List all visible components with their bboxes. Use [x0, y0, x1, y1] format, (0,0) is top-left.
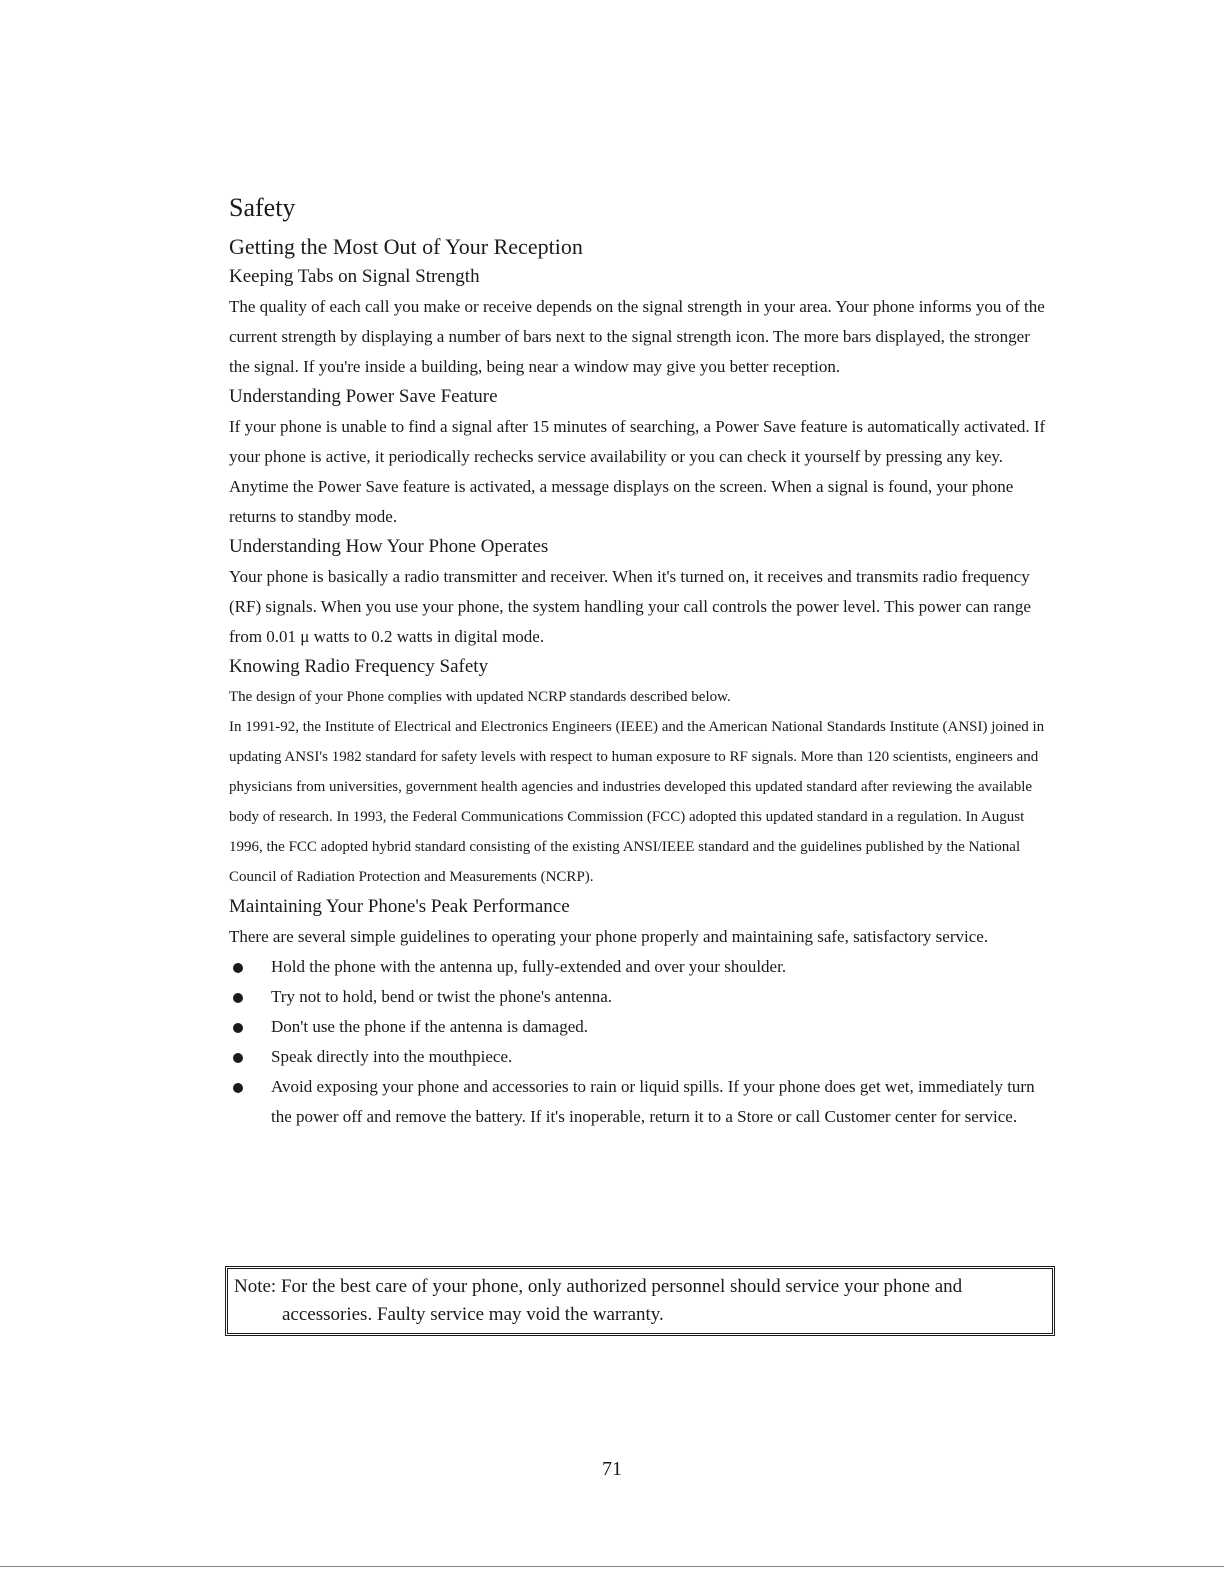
paragraph-performance: There are several simple guidelines to operating your phone properly and maintaining safe, satisfactory service.: [229, 927, 989, 946]
note-line-1: For the best care of your phone, only authorized personnel should service your phone and: [280, 1276, 963, 1297]
page-title: Safety: [229, 193, 296, 222]
paragraph-rf-history: In 1991-92, the Institute of Electrical and Electronics Engineers (IEEE) and the American National Standards Institute (ANSI) joined in updating ANSI's 1982 standard for safety levels with respect to human exposure to RF signals. More than 120 scientists, engineers and physicians from universities, government health agencies and industries developed this updated standard after reviewing the available body of research. In 1993, the Federal Communications Commission (FCC) adopted this updated standard in a regulation. In August 1996, the FCC adopted hybrid standard consisting of the existing ANSI/IEEE standard and the guidelines published by the National Council of Radiation Protection and Measurements (NCRP).: [229, 719, 1045, 885]
list-item: Try not to hold, bend or twist the phone's antenna.: [229, 982, 1049, 1012]
list-item: Avoid exposing your phone and accessories to rain or liquid spills. If your phone does get wet, immediately turn the power off and remove the battery. If it's inoperable, return it to a Store or call Customer center for service.: [229, 1072, 1049, 1132]
list-item: Don't use the phone if the antenna is damaged.: [229, 1012, 1049, 1042]
note-label: Note:: [234, 1276, 277, 1297]
subsection-heading-operation: Understanding How Your Phone Operates: [229, 536, 549, 557]
subsection-heading-rf-safety: Knowing Radio Frequency Safety: [229, 656, 489, 677]
section-heading: Getting the Most Out of Your Reception: [229, 234, 583, 259]
subsection-heading-performance: Maintaining Your Phone's Peak Performance: [229, 896, 570, 917]
note-line-2: accessories. Faulty service may void the warranty.: [282, 1304, 664, 1325]
bottom-divider: [0, 1566, 1224, 1567]
list-item: Speak directly into the mouthpiece.: [229, 1042, 1049, 1072]
bullet-icon: [233, 1083, 243, 1093]
paragraph-power-save: If your phone is unable to find a signal after 15 minutes of searching, a Power Save feature is automatically activated. If your phone is active, it periodically rechecks service availability or you can check it yourself by pressing any key. Anytime the Power Save feature is activated, a message displays on the screen. When a signal is found, your phone returns to standby mode.: [229, 417, 1046, 526]
paragraph-operation: Your phone is basically a radio transmitter and receiver. When it's turned on, it receives and transmits radio frequency (RF) signals. When you use your phone, the system handling your call controls the power level. This power can range from 0.01 μ watts to 0.2 watts in digital mode.: [229, 567, 1031, 646]
bullet-icon: [233, 963, 243, 973]
paragraph-signal: The quality of each call you make or receive depends on the signal strength in your area. Your phone informs you of the current strength by displaying a number of bars next to the signal strength icon. The more bars displayed, the stronger the signal. If you're inside a building, being near a window may give you better reception.: [229, 297, 1045, 376]
note-box: [225, 1266, 1055, 1336]
list-item: Hold the phone with the antenna up, fully-extended and over your shoulder.: [229, 952, 1049, 982]
bullet-icon: [233, 1053, 243, 1063]
page-number: 71: [602, 1458, 622, 1480]
subsection-heading-power-save: Understanding Power Save Feature: [229, 386, 498, 407]
bullet-icon: [233, 993, 243, 1003]
subsection-heading-signal: Keeping Tabs on Signal Strength: [229, 266, 480, 287]
guidelines-list: [229, 952, 1049, 1132]
bullet-icon: [233, 1023, 243, 1033]
document-body: [229, 190, 1049, 1132]
paragraph-rf-design: The design of your Phone complies with updated NCRP standards described below.: [229, 689, 731, 705]
